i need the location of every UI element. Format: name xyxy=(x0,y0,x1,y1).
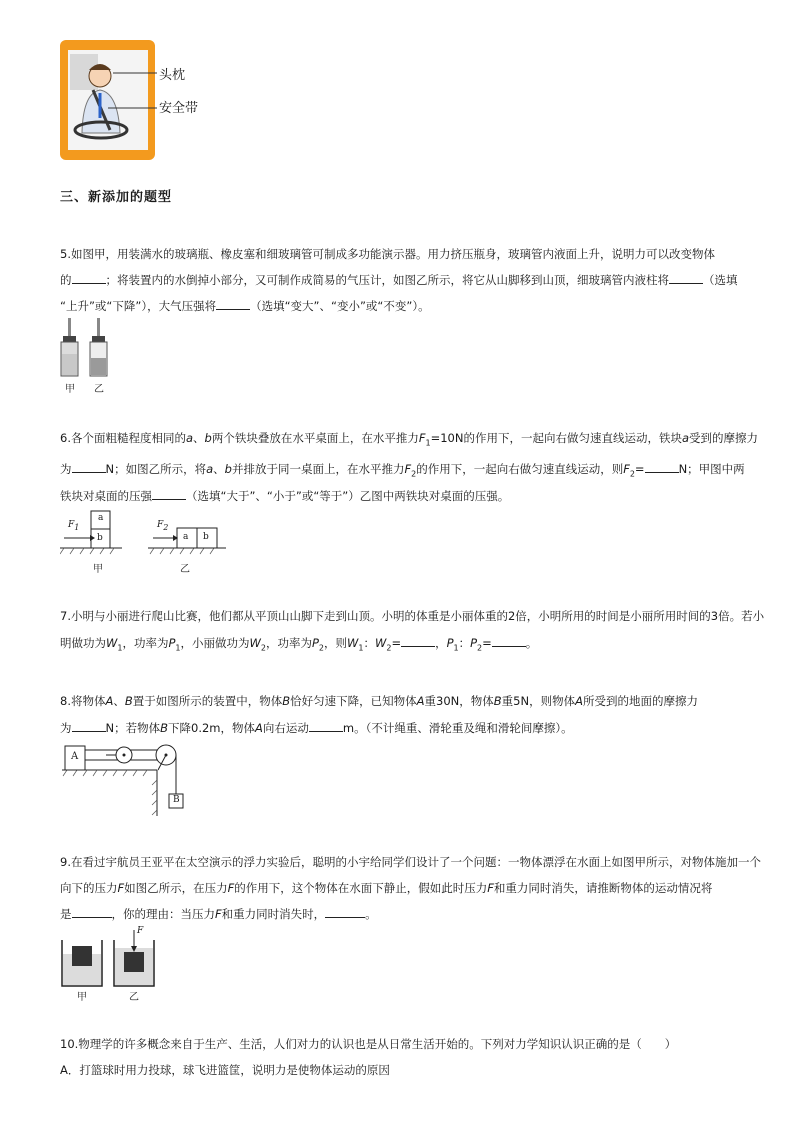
q6-fig-b-side: b xyxy=(203,532,209,542)
q6-fig-a-side: a xyxy=(183,532,189,542)
q8-line1: 8.将物体A、B置于如图所示的装置中，物体B恰好匀速下降，已知物体A重30N，物体B重5N，则物体A所受到的地面的摩擦力 xyxy=(60,694,698,708)
q6-line2: 为 N；如图乙所示，将a、b并排放于同一桌面上，在水平推力$F_2$的作用下，一起向右做匀速直线运动，则$F_2= N$；甲图中两 xyxy=(60,462,745,479)
q6-blank-3[interactable] xyxy=(152,488,186,500)
q5-blank-3[interactable] xyxy=(216,298,250,310)
q9-line1: 9.在看过宇航员王亚平在太空演示的浮力实验后，聪明的小宇给同学们设计了一个问题：一物体漂浮在水面上如图甲所示，对物体施加一个 xyxy=(60,855,761,869)
q7-blank-2[interactable] xyxy=(492,635,526,647)
q9-blank-1[interactable] xyxy=(72,906,112,918)
q6-fig-label-yi: 乙 xyxy=(180,564,190,575)
q6-fig-a-top: a xyxy=(98,513,104,523)
q8-line2: 为 N；若物体B下降0.2m，物体A向右运动 m。（不计绳重、滑轮重及绳和滑轮间摩擦）。 xyxy=(60,721,573,735)
q6-fig-label-jia: 甲 xyxy=(93,564,103,575)
pulley-illustration xyxy=(62,740,202,820)
driver-figure xyxy=(58,38,218,163)
q9-fig-F: F xyxy=(137,926,144,936)
q7-line2: 明做功为$W_1$，功率为$P_1$，小丽做功为$W_2$，功率为$P_2$，则$W_1$：$W_2=$ ，$P_1$：$P_2=$ 。 xyxy=(60,636,538,653)
q8-fig-B: B xyxy=(173,795,180,805)
q6-fig-f2: $F_2$ xyxy=(157,520,169,532)
q9-line3: 是 ，你的理由：当压力F和重力同时消失时， 。 xyxy=(60,907,377,921)
q8-blank-1[interactable] xyxy=(72,720,106,732)
headrest-label: 头枕 xyxy=(159,68,186,83)
q5-blank-2[interactable] xyxy=(669,272,703,284)
q7-blank-1[interactable] xyxy=(401,635,435,647)
q6-figure xyxy=(60,508,230,575)
q8-figure xyxy=(62,740,202,820)
q10-line1: 10.物理学的许多概念来自于生产、生活，人们对力的认识也是从日常生活开始的。下列对力学知识认识正确的是（ ） xyxy=(60,1037,677,1051)
beakers-illustration xyxy=(60,926,160,990)
q5-line3: “上升”或“下降”），大气压强将 （选填“变大”、“变小”或“不变”）。 xyxy=(60,299,430,313)
q9-figure xyxy=(60,926,160,1002)
q6-blank-2[interactable] xyxy=(645,461,679,473)
q5-blank-1[interactable] xyxy=(72,272,106,284)
q5-fig-label-jia: 甲 xyxy=(65,384,75,395)
q5-line2: 的 ；将装置内的水倒掉小部分，又可制作成简易的气压计，如图乙所示，将它从山脚移到山顶，细玻璃管内液柱将 （选填 xyxy=(60,273,738,287)
q10-option-a[interactable]: A．打篮球时用力投球，球飞进篮筐，说明力是使物体运动的原因 xyxy=(60,1063,390,1077)
q8-blank-2[interactable] xyxy=(309,720,343,732)
q6-line1: 6.各个面粗糙程度相同的a、b两个铁块叠放在水平桌面上，在水平推力$F_1=10N$的作用下，一起向右做匀速直线运动，铁块a受到的摩擦力 xyxy=(60,431,759,448)
q5-fig-label-yi: 乙 xyxy=(94,384,104,395)
q8-fig-A: A xyxy=(71,751,79,762)
bottles-illustration xyxy=(58,318,118,378)
q6-blank-1[interactable] xyxy=(72,461,106,473)
q9-blank-2[interactable] xyxy=(325,906,365,918)
q9-line2: 向下的压力F如图乙所示，在压力F的作用下，这个物体在水面下静止，假如此时压力F和重力同时消失，请推断物体的运动情况将 xyxy=(60,881,713,895)
q9-fig-label-yi: 乙 xyxy=(129,992,139,1003)
q7-line1: 7.小明与小丽进行爬山比赛，他们都从平顶山山脚下走到山顶。小明的体重是小丽体重的2倍，小明所用的时间是小丽所用时间的3倍。若小 xyxy=(60,609,765,623)
q6-line3: 铁块对桌面的压强 （选填“大于”、“小于”或“等于”）乙图中两铁块对桌面的压强。 xyxy=(60,489,510,503)
q9-fig-label-jia: 甲 xyxy=(77,992,87,1003)
q5-figure xyxy=(58,318,118,393)
q5-line1: 5.如图甲，用装满水的玻璃瓶、橡皮塞和细玻璃管可制成多功能演示器。用力挤压瓶身，玻璃管内液面上升，说明力可以改变物体 xyxy=(60,247,715,261)
seatbelt-label: 安全带 xyxy=(159,101,199,116)
section-title: 三、新添加的题型 xyxy=(60,190,173,205)
q6-fig-f1: $F_1$ xyxy=(68,520,80,532)
q6-fig-b-bottom: b xyxy=(97,533,103,543)
